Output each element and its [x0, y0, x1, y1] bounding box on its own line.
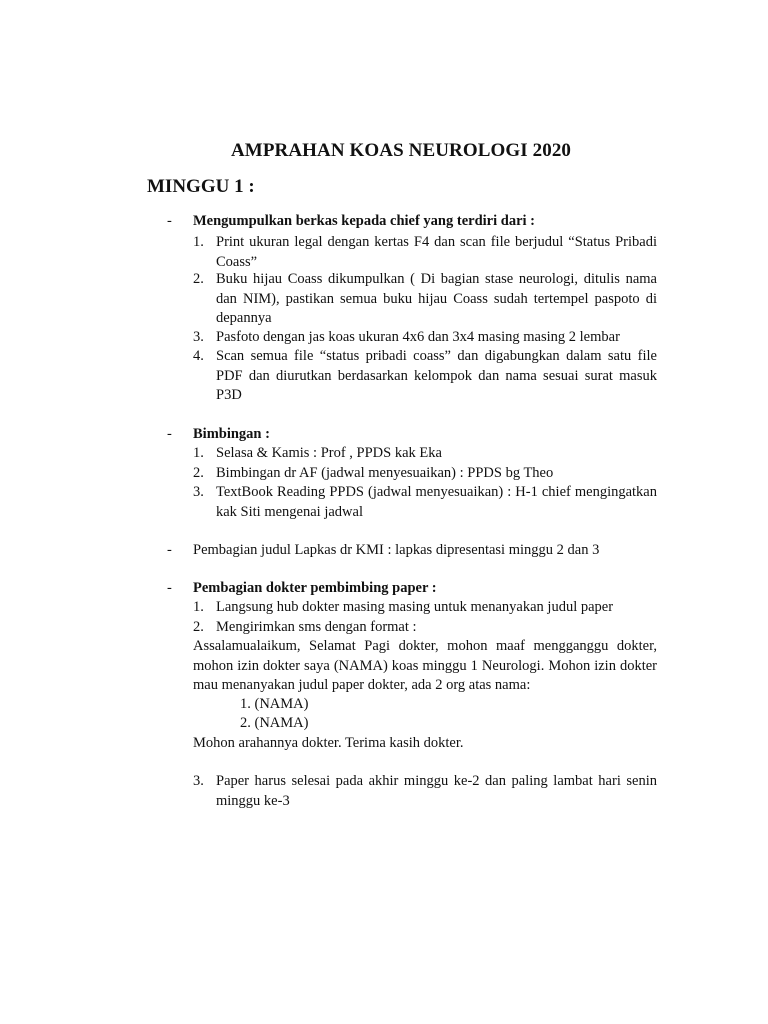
list-item: TextBook Reading PPDS (jadwal menyesuaikan) : H-1 chief mengingatkan kak Siti mengenai jadwal: [216, 484, 657, 520]
document-title: AMPRAHAN KOAS NEUROLOGI 2020: [230, 140, 572, 161]
list-number: 1.: [193, 234, 204, 250]
bullet-dash: -: [167, 426, 172, 442]
list-item: Print ukuran legal dengan kertas F4 dan scan file berjudul “Status Pribadi Coass”: [216, 234, 657, 270]
list-number: 2.: [193, 619, 204, 635]
list-number: 1.: [193, 599, 204, 615]
bullet-dash: -: [167, 542, 172, 558]
list-number: 3.: [193, 329, 204, 345]
list-item: Paper harus selesai pada akhir minggu ke-2 dan paling lambat hari senin minggu ke-3: [216, 773, 657, 809]
list-number: 2.: [193, 465, 204, 481]
sms-message: Assalamualaikum, Selamat Pagi dokter, mohon maaf mengganggu dokter, mohon izin dokter saya (NAMA) koas minggu 1 Neurologi. Mohon izin dokter mau menanyakan judul paper dokter, ada 2 org atas nama:: [193, 638, 657, 693]
lapkas-text: Pembagian judul Lapkas dr KMI : lapkas dipresentasi minggu 2 dan 3: [193, 542, 600, 558]
list-number: 1.: [193, 445, 204, 461]
name-placeholder: 2. (NAMA): [240, 715, 309, 731]
list-item: Pasfoto dengan jas koas ukuran 4x6 dan 3x4 masing masing 2 lembar: [216, 329, 620, 345]
list-item: Selasa & Kamis : Prof , PPDS kak Eka: [216, 445, 442, 461]
week-heading: MINGGU 1 :: [147, 176, 255, 197]
bullet-dash: -: [167, 580, 172, 596]
list-item: Mengirimkan sms dengan format :: [216, 619, 417, 635]
section-heading-paper: Pembagian dokter pembimbing paper :: [193, 580, 437, 596]
list-item: Scan semua file “status pribadi coass” dan digabungkan dalam satu file PDF dan diurutkan berdasarkan kelompok dan nama sesuai surat masuk P3D: [216, 348, 657, 403]
list-number: 4.: [193, 348, 204, 364]
list-item: Langsung hub dokter masing masing untuk menanyakan judul paper: [216, 599, 614, 615]
sms-closing: Mohon arahannya dokter. Terima kasih dokter.: [193, 735, 464, 751]
list-item: Buku hijau Coass dikumpulkan ( Di bagian stase neurologi, ditulis nama dan NIM), pastikan semua buku hijau Coass sudah tertempel paspoto di depannya: [216, 271, 657, 326]
bullet-dash: -: [167, 213, 172, 229]
list-number: 3.: [193, 773, 204, 789]
list-item: Bimbingan dr AF (jadwal menyesuaikan) : PPDS bg Theo: [216, 465, 554, 481]
section-heading-berkas: Mengumpulkan berkas kepada chief yang terdiri dari :: [193, 213, 535, 229]
list-number: 2.: [193, 271, 204, 287]
list-number: 3.: [193, 484, 204, 500]
name-placeholder: 1. (NAMA): [240, 696, 309, 712]
section-heading-bimbingan: Bimbingan :: [193, 426, 270, 442]
